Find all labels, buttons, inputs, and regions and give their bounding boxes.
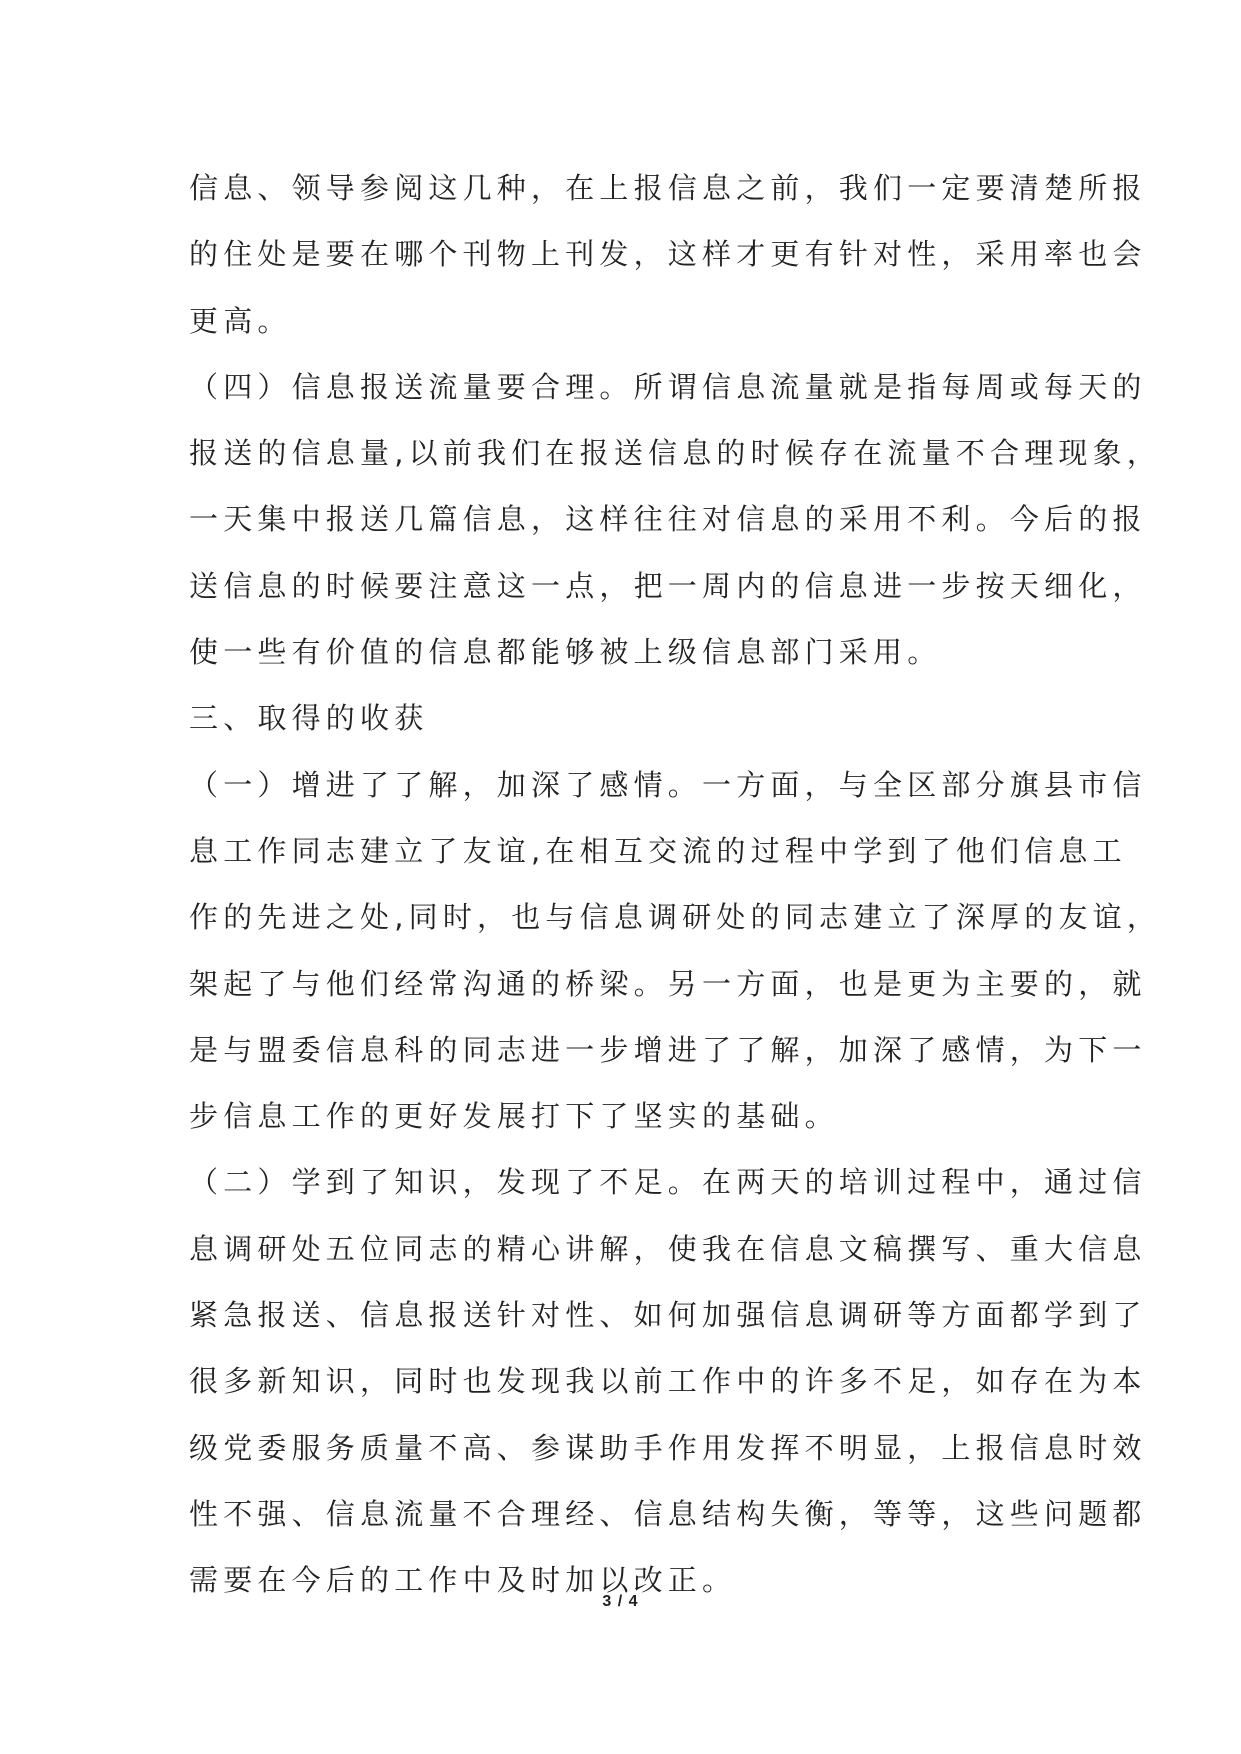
text-line: 的住处是要在哪个刊物上刊发，这样才更有针对性，采用率也会 xyxy=(189,237,1147,272)
text-line: 级党委服务质量不高、参谋助手作用发挥不明显，上报信息时效 xyxy=(189,1430,1147,1465)
text-line: 更高。 xyxy=(189,303,292,338)
page-number: 3 / 4 xyxy=(602,1593,639,1610)
text-line: 作的先进之处,同时，也与信息调研处的同志建立了深厚的友谊， xyxy=(189,900,1162,935)
text-line: 性不强、信息流量不合理经、信息结构失衡，等等，这些问题都 xyxy=(189,1496,1147,1531)
text-line: 报送的信息量,以前我们在报送信息的时候存在流量不合理现象， xyxy=(189,436,1162,471)
text-line: 很多新知识，同时也发现我以前工作中的许多不足，如存在为本 xyxy=(189,1364,1147,1399)
section-heading-line: （四）信息报送流量要合理。所谓信息流量就是指每周或每天的 xyxy=(189,369,1147,404)
text-line: 信息、领导参阅这几种，在上报信息之前，我们一定要清楚所报 xyxy=(189,171,1147,205)
section-heading-line: （二）学到了知识，发现了不足。在两天的培训过程中，通过信 xyxy=(189,1165,1147,1200)
text-line: 是与盟委信息科的同志进一步增进了了解，加深了感情，为下一 xyxy=(189,1032,1147,1067)
text-line: 架起了与他们经常沟通的桥梁。另一方面，也是更为主要的，就 xyxy=(189,966,1147,1001)
text-line: 使一些有价值的信息都能够被上级信息部门采用。 xyxy=(189,635,942,670)
text-line: 息工作同志建立了友谊,在相互交流的过程中学到了他们信息工 xyxy=(189,833,1127,868)
text-line: 步信息工作的更好发展打下了坚实的基础。 xyxy=(189,1099,839,1134)
text-line: 一天集中报送几篇信息，这样往往对信息的采用不利。今后的报 xyxy=(189,502,1147,537)
section-title: 三、取得的收获 xyxy=(189,701,429,736)
text-line: 紧急报送、信息报送针对性、如何加强信息调研等方面都学到了 xyxy=(189,1298,1147,1333)
text-line: 送信息的时候要注意这一点，把一周内的信息进一步按天细化， xyxy=(189,568,1147,603)
document-body xyxy=(189,155,1162,1614)
text-line: 息调研处五位同志的精心讲解，使我在信息文稿撰写、重大信息 xyxy=(189,1231,1147,1266)
section-heading-line: （一）增进了了解，加深了感情。一方面，与全区部分旗县市信 xyxy=(189,767,1147,802)
text-line: 需要在今后的工作中及时加以改正。 xyxy=(189,1563,737,1598)
